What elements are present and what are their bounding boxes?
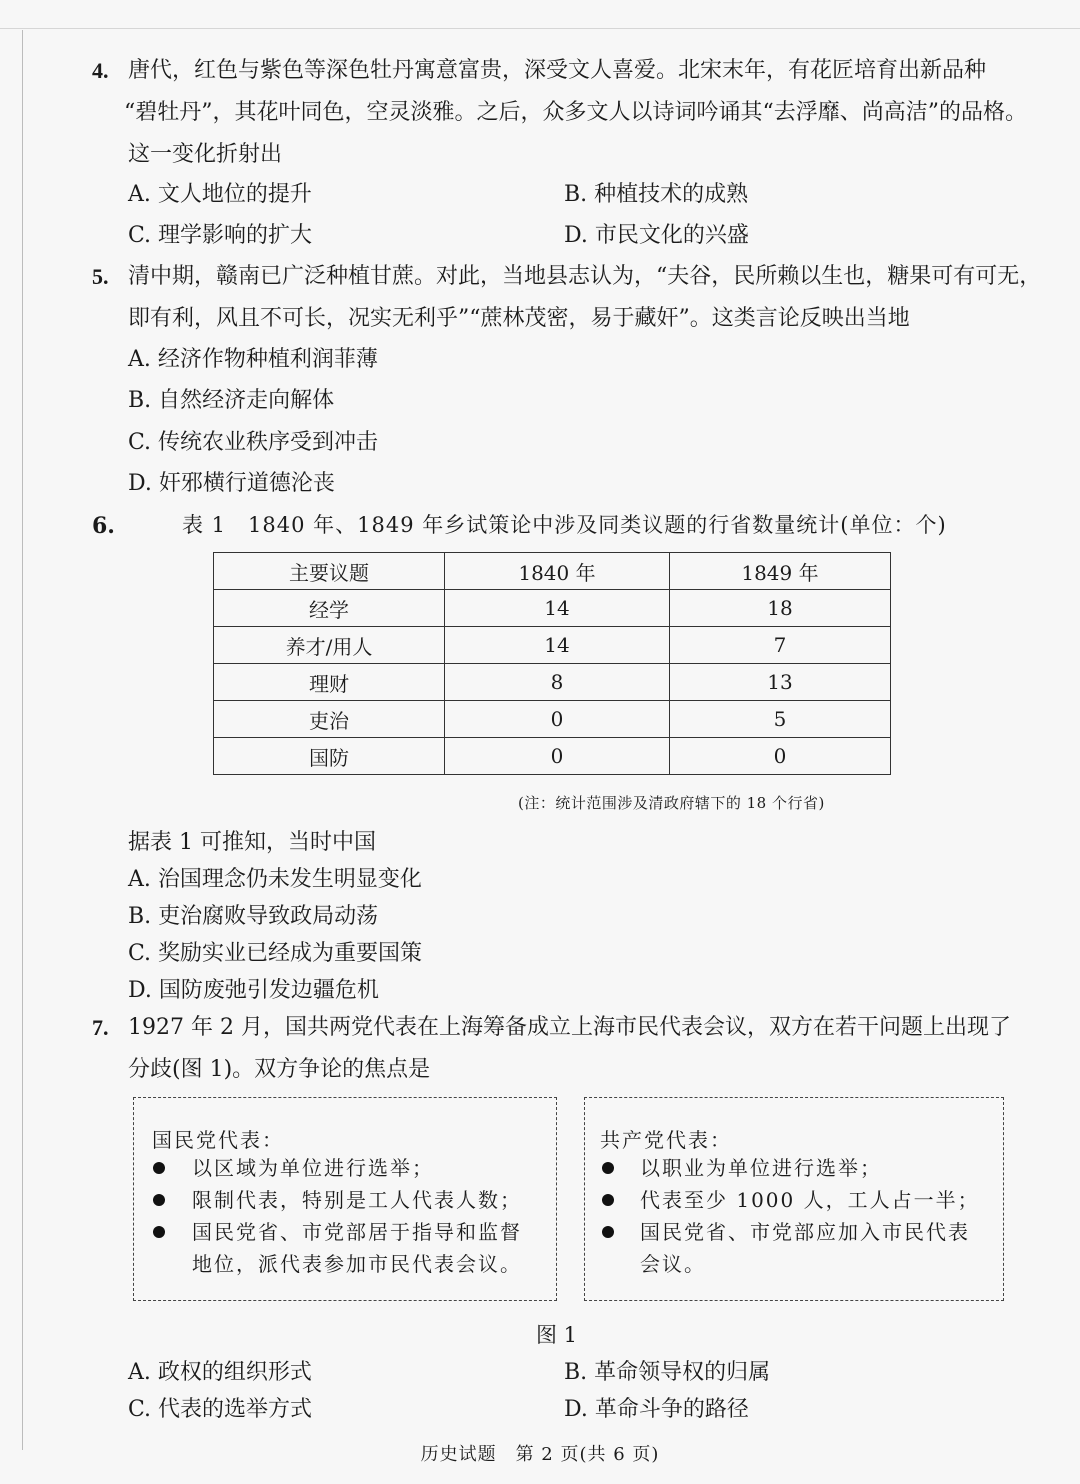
bullet-icon	[153, 1162, 165, 1174]
stem-line: 即有利，风且不可长，况实无利乎”“蔗林茂密，易于藏奸”。这类言论反映出当地	[128, 306, 910, 331]
question-stem	[124, 50, 1052, 176]
bullet-icon	[153, 1226, 165, 1238]
option-a[interactable]: A. 经济作物种植利润菲薄	[128, 347, 378, 372]
table-cell: 14	[445, 590, 670, 627]
table-caption: 表 1 1840 年、1849 年乡试策论中涉及同类议题的行省数量统计(单位：个)	[182, 513, 947, 537]
ccp-item: 国民党省、市党部应加入市民代表	[640, 1220, 970, 1244]
ccp-item: 代表至少 1000 人，工人占一半；	[640, 1188, 980, 1212]
kmt-item: 以区域为单位进行选举；	[192, 1156, 434, 1180]
option-b[interactable]: B. 自然经济走向解体	[128, 388, 335, 413]
bullet-icon	[153, 1194, 165, 1206]
header-cell: 1849 年	[670, 553, 891, 590]
table-row	[214, 627, 891, 664]
kmt-item: 地位，派代表参加市民代表会议。	[192, 1252, 522, 1276]
question-number: 7.	[92, 1015, 109, 1040]
option-c[interactable]: C. 传统农业秩序受到冲击	[128, 430, 379, 455]
table-row	[214, 738, 891, 775]
option-d[interactable]: D. 市民文化的兴盛	[564, 223, 749, 248]
kmt-item: 限制代表，特别是工人代表人数；	[192, 1188, 522, 1212]
table-cell: 养才/用人	[214, 627, 445, 664]
table-cell: 0	[670, 738, 891, 775]
table-row	[214, 664, 891, 701]
kmt-item: 国民党省、市党部居于指导和监督	[192, 1220, 522, 1244]
table-cell: 8	[445, 664, 670, 701]
header-cell: 主要议题	[214, 553, 445, 590]
figure-label: 图 1	[536, 1323, 578, 1347]
table-cell: 理财	[214, 664, 445, 701]
option-a[interactable]: A. 政权的组织形式	[128, 1360, 312, 1385]
question-4	[92, 50, 1052, 176]
bullet-icon	[602, 1226, 614, 1238]
table-row	[214, 590, 891, 627]
option-a[interactable]: A. 治国理念仍未发生明显变化	[128, 867, 422, 892]
bullet-icon	[602, 1194, 614, 1206]
stem-line: 清中期，赣南已广泛种植甘蔗。对此，当地县志认为，“夫谷，民所赖以生也，糖果可有可无，	[128, 264, 1042, 289]
ccp-item: 会议。	[640, 1252, 706, 1276]
option-b[interactable]: B. 种植技术的成熟	[564, 182, 749, 207]
table-cell: 经学	[214, 590, 445, 627]
stem-line: 这一变化折射出	[128, 142, 283, 167]
data-table	[213, 552, 891, 775]
header-cell: 1840 年	[445, 553, 670, 590]
table-cell: 5	[670, 701, 891, 738]
question-5	[92, 256, 1052, 340]
stem-line: 分歧(图 1)。双方争论的焦点是	[128, 1057, 431, 1082]
option-d[interactable]: D. 国防废弛引发边疆危机	[128, 978, 379, 1003]
ccp-box-title: 共产党代表：	[600, 1128, 732, 1152]
question-number: 4.	[92, 58, 109, 83]
option-c[interactable]: C. 奖励实业已经成为重要国策	[128, 941, 423, 966]
question-number: 5.	[92, 264, 109, 289]
stem-line: 1927 年 2 月，国共两党代表在上海筹备成立上海市民代表会议，双方在若干问题上出现了	[128, 1015, 1011, 1040]
table-header-row	[214, 553, 891, 590]
option-b[interactable]: B. 吏治腐败导致政局动荡	[128, 904, 379, 929]
table-row	[214, 701, 891, 738]
table-note: (注：统计范围涉及清政府辖下的 18 个行省)	[518, 794, 825, 812]
table-cell: 0	[445, 701, 670, 738]
stem-line: “碧牡丹”，其花叶同色，空灵淡雅。之后，众多文人以诗词吟诵其“去浮靡、尚高洁”的品格。	[124, 100, 1027, 125]
option-c[interactable]: C. 代表的选举方式	[128, 1397, 313, 1422]
top-divider	[0, 28, 1080, 29]
ccp-item: 以职业为单位进行选举；	[640, 1156, 882, 1180]
option-d[interactable]: D. 奸邪横行道德沦丧	[128, 471, 335, 496]
question-stem	[128, 1007, 1052, 1091]
bullet-icon	[602, 1162, 614, 1174]
option-a[interactable]: A. 文人地位的提升	[128, 182, 312, 207]
page-margin-line	[22, 30, 23, 1450]
table-cell: 吏治	[214, 701, 445, 738]
table-cell: 13	[670, 664, 891, 701]
option-b[interactable]: B. 革命领导权的归属	[564, 1360, 771, 1385]
table-cell: 7	[670, 627, 891, 664]
question-stem: 据表 1 可推知，当时中国	[128, 830, 376, 855]
table-cell: 14	[445, 627, 670, 664]
question-7	[92, 1007, 1052, 1091]
option-d[interactable]: D. 革命斗争的路径	[564, 1397, 749, 1422]
kmt-box-title: 国民党代表：	[152, 1128, 284, 1152]
table-cell: 0	[445, 738, 670, 775]
question-number: 6.	[92, 513, 115, 539]
table-cell: 国防	[214, 738, 445, 775]
stem-line: 唐代，红色与紫色等深色牡丹寓意富贵，深受文人喜爱。北宋末年，有花匠培育出新品种	[128, 58, 987, 83]
table-cell: 18	[670, 590, 891, 627]
page-footer: 历史试题 第 2 页(共 6 页)	[420, 1444, 660, 1465]
option-c[interactable]: C. 理学影响的扩大	[128, 223, 313, 248]
question-stem	[128, 256, 1052, 340]
